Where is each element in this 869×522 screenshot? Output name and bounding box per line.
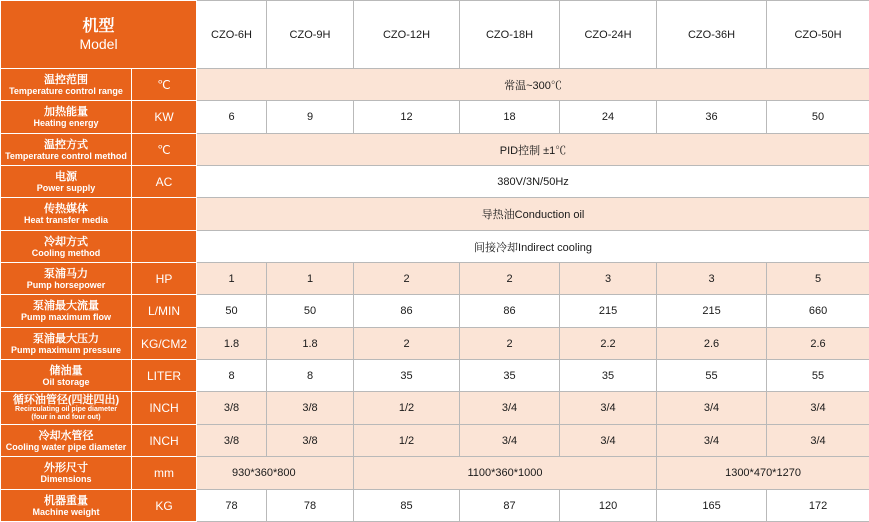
row-pump-pressure	[1, 328, 869, 360]
model-col: CZO-12H	[354, 1, 460, 69]
row-media	[1, 198, 869, 231]
cell: 1	[267, 263, 354, 295]
row-value: PID控制 ±1℃	[197, 134, 869, 166]
cell: 18	[460, 101, 560, 134]
row-unit: ℃	[132, 134, 197, 166]
row-label: 加热能量 Heating energy	[1, 101, 132, 134]
row-unit: KG	[132, 490, 197, 522]
cell: 6	[197, 101, 267, 134]
cell: 3	[657, 263, 767, 295]
cell: 78	[267, 490, 354, 522]
cell: 172	[767, 490, 869, 522]
row-unit: L/MIN	[132, 295, 197, 328]
row-unit: KW	[132, 101, 197, 134]
cell: 120	[560, 490, 657, 522]
cell: 50	[767, 101, 869, 134]
row-label: 泵浦最大压力 Pump maximum pressure	[1, 328, 132, 360]
cell: 2	[460, 263, 560, 295]
cell: 1/2	[354, 392, 460, 425]
row-label: 冷却方式 Cooling method	[1, 231, 132, 263]
cell: 3/4	[767, 425, 869, 457]
row-unit	[132, 198, 197, 231]
row-label: 温控范围 Temperature control range	[1, 69, 132, 101]
cell: 78	[197, 490, 267, 522]
model-label-en: Model	[1, 36, 196, 52]
cell: 215	[657, 295, 767, 328]
cell: 12	[354, 101, 460, 134]
cell: 9	[267, 101, 354, 134]
row-unit	[132, 231, 197, 263]
cell: 2	[460, 328, 560, 360]
row-value: 常温~300℃	[197, 69, 869, 101]
model-label-cn: 机型	[1, 18, 196, 36]
cell: 85	[354, 490, 460, 522]
row-water-pipe	[1, 425, 869, 457]
row-temp-method	[1, 134, 869, 166]
row-power	[1, 166, 869, 198]
row-label: 电源 Power supply	[1, 166, 132, 198]
row-label: 机器重量 Machine weight	[1, 490, 132, 522]
cell: 87	[460, 490, 560, 522]
cell: 3	[560, 263, 657, 295]
row-dimensions	[1, 457, 869, 490]
cell: 1.8	[267, 328, 354, 360]
cell: 1.8	[197, 328, 267, 360]
cell: 660	[767, 295, 869, 328]
cell: 2	[354, 328, 460, 360]
cell: 1/2	[354, 425, 460, 457]
cell: 3/4	[657, 392, 767, 425]
row-unit: KG/CM2	[132, 328, 197, 360]
row-unit: INCH	[132, 392, 197, 425]
cell: 3/8	[267, 392, 354, 425]
cell: 2.6	[657, 328, 767, 360]
row-cooling	[1, 231, 869, 263]
cell: 215	[560, 295, 657, 328]
row-label: 温控方式 Temperature control method	[1, 134, 132, 166]
row-oil-pipe	[1, 392, 869, 425]
row-label: 传热媒体 Heat transfer media	[1, 198, 132, 231]
cell: 1	[197, 263, 267, 295]
cell: 3/8	[197, 425, 267, 457]
cell: 3/8	[267, 425, 354, 457]
cell: 24	[560, 101, 657, 134]
row-value: 380V/3N/50Hz	[197, 166, 869, 198]
model-col: CZO-36H	[657, 1, 767, 69]
cell: 50	[267, 295, 354, 328]
cell: 1100*360*1000	[354, 457, 657, 490]
cell: 165	[657, 490, 767, 522]
row-oil	[1, 360, 869, 392]
row-unit: INCH	[132, 425, 197, 457]
cell: 36	[657, 101, 767, 134]
row-heating	[1, 101, 869, 134]
cell: 3/4	[460, 425, 560, 457]
row-unit: LITER	[132, 360, 197, 392]
cell: 3/4	[560, 392, 657, 425]
cell: 50	[197, 295, 267, 328]
row-value: 间接冷却Indirect cooling	[197, 231, 869, 263]
cell: 86	[460, 295, 560, 328]
cell: 8	[267, 360, 354, 392]
cell: 930*360*800	[197, 457, 354, 490]
model-header	[1, 1, 197, 69]
row-label: 循环油管径(四进四出) Recirculating oil pipe diameter (four in and four out)	[1, 392, 132, 425]
cell: 1300*470*1270	[657, 457, 869, 490]
cell: 3/8	[197, 392, 267, 425]
model-col: CZO-9H	[267, 1, 354, 69]
row-unit: ℃	[132, 69, 197, 101]
cell: 5	[767, 263, 869, 295]
model-col: CZO-50H	[767, 1, 869, 69]
cell: 35	[560, 360, 657, 392]
row-label: 冷却水管径 Cooling water pipe diameter	[1, 425, 132, 457]
cell: 3/4	[767, 392, 869, 425]
cell: 55	[767, 360, 869, 392]
header-row	[1, 1, 869, 69]
row-value: 导热油Conduction oil	[197, 198, 869, 231]
model-col: CZO-18H	[460, 1, 560, 69]
model-col: CZO-6H	[197, 1, 267, 69]
row-unit: HP	[132, 263, 197, 295]
cell: 35	[354, 360, 460, 392]
cell: 3/4	[657, 425, 767, 457]
row-label: 外形尺寸 Dimensions	[1, 457, 132, 490]
cell: 2.6	[767, 328, 869, 360]
row-label: 泵浦最大流量 Pump maximum flow	[1, 295, 132, 328]
row-label: 储油量 Oil storage	[1, 360, 132, 392]
row-temp-range	[1, 69, 869, 101]
row-label: 泵浦马力 Pump horsepower	[1, 263, 132, 295]
cell: 3/4	[560, 425, 657, 457]
cell: 3/4	[460, 392, 560, 425]
cell: 8	[197, 360, 267, 392]
model-col: CZO-24H	[560, 1, 657, 69]
row-pump-hp	[1, 263, 869, 295]
cell: 86	[354, 295, 460, 328]
row-unit: mm	[132, 457, 197, 490]
row-unit: AC	[132, 166, 197, 198]
row-pump-flow	[1, 295, 869, 328]
cell: 55	[657, 360, 767, 392]
cell: 2	[354, 263, 460, 295]
cell: 2.2	[560, 328, 657, 360]
cell: 35	[460, 360, 560, 392]
row-weight	[1, 490, 869, 522]
